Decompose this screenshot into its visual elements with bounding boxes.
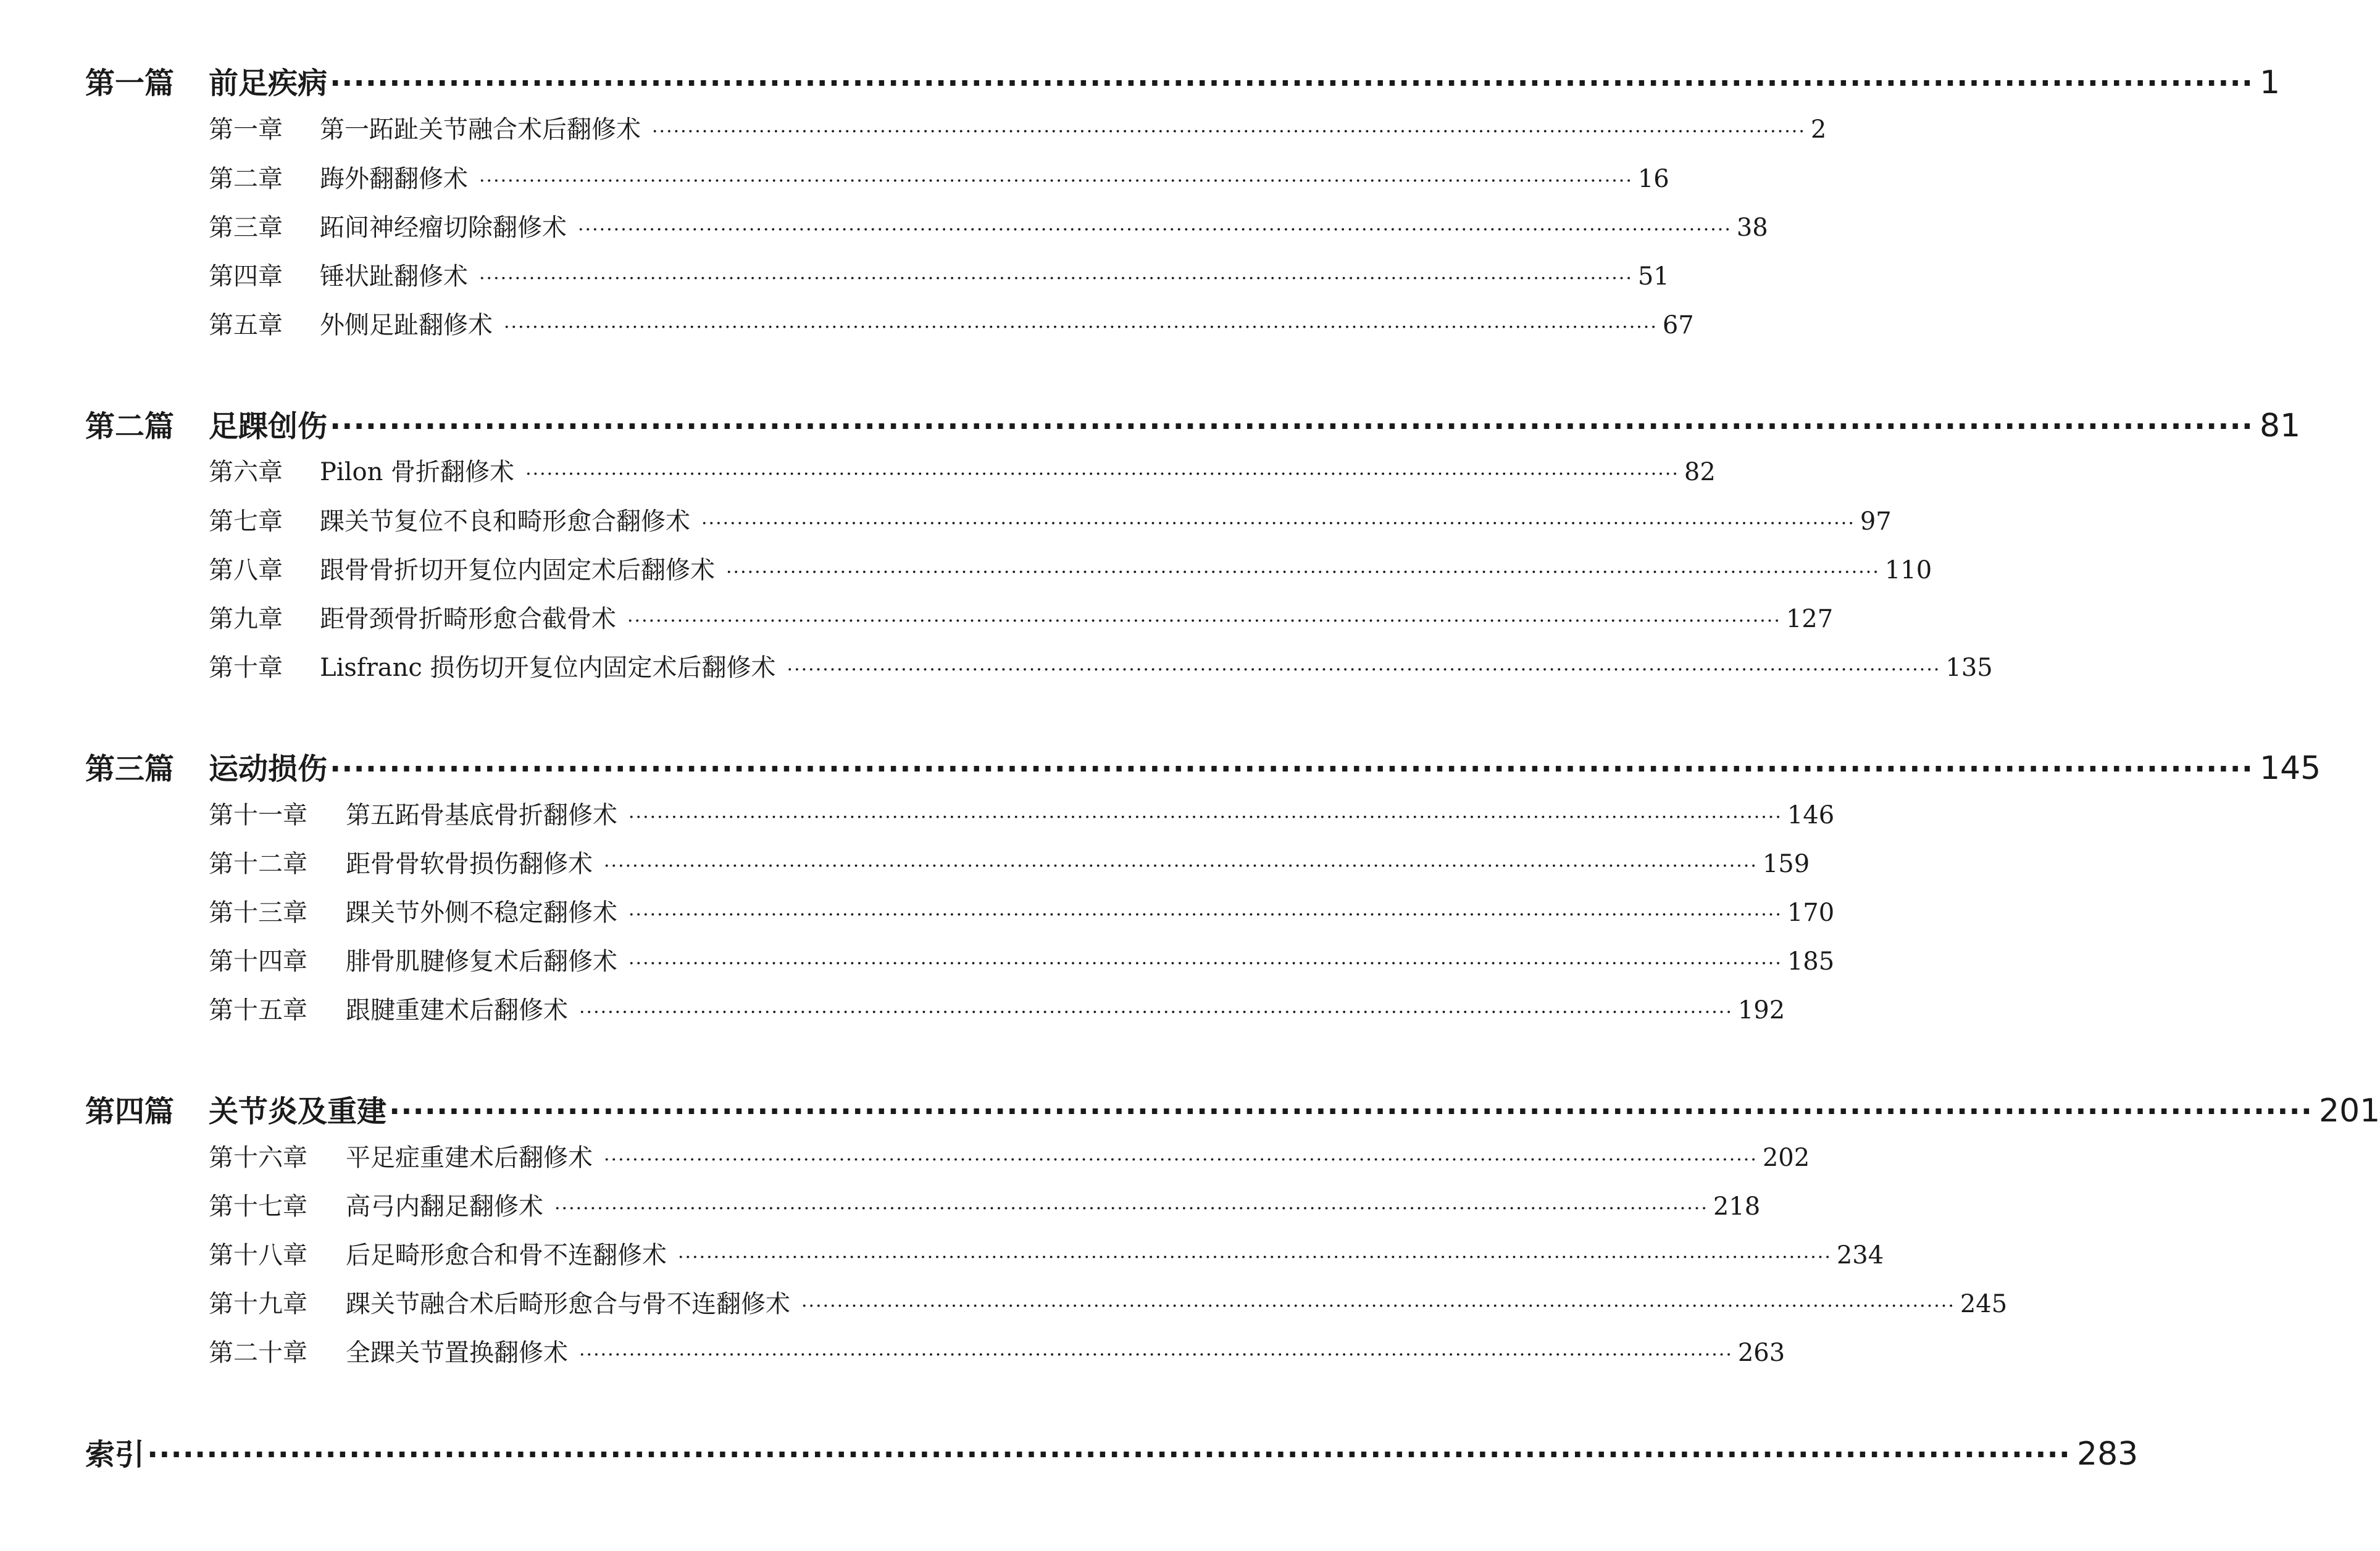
dot-leader: ·································································································································································· [604,855,1758,877]
dot-leader: ·································································································································································· [479,170,1633,192]
part-label: 第一篇 [85,66,175,101]
toc-chapter-19[interactable] [209,1284,2008,1320]
part-label: 第四篇 [85,1094,175,1129]
part-label: 第三篇 [85,752,175,786]
toc-chapter-20[interactable] [209,1333,1785,1368]
toc-chapter-12[interactable] [209,844,1810,879]
toc-chapter-3[interactable] [209,208,1768,243]
page-number: 110 [1884,556,1932,584]
page-number: 234 [1836,1241,1884,1270]
toc-chapter-17[interactable] [209,1187,1761,1222]
dot-leader: ·································································································································································· [579,1344,1733,1366]
chapter-label: 第十章 [209,654,283,682]
chapter-title: Lisfranc 损伤切开复位内固定术后翻修术 [320,654,776,682]
chapter-title: Pilon 骨折翻修术 [320,458,515,486]
dot-leader: ·································································································································································· [330,66,2253,101]
part-label: 第二篇 [85,409,175,444]
chapter-title: 跖间神经瘤切除翻修术 [320,214,567,242]
page-number: 283 [2076,1436,2139,1473]
page-number: 145 [2259,750,2321,787]
page-number: 135 [1945,654,1993,682]
toc-chapter-16[interactable] [209,1138,1810,1173]
page-number: 38 [1736,214,1768,242]
chapter-label: 第十四章 [209,947,307,976]
toc-chapter-1[interactable] [209,110,1827,145]
chapter-title: 踝关节外侧不稳定翻修术 [346,899,617,927]
dot-leader: ·································································································································································· [628,953,1782,975]
chapter-label: 第五章 [209,311,283,339]
page-number: 201 [2318,1092,2380,1129]
chapter-label: 第十一章 [209,801,307,830]
chapter-title: 距骨颈骨折畸形愈合截骨术 [320,605,616,633]
page-number: 218 [1713,1192,1761,1221]
dot-leader: ·································································································································································· [801,1295,1955,1317]
chapter-title: 跟腱重建术后翻修术 [346,996,568,1025]
chapter-label: 第六章 [209,458,283,486]
dot-leader: ·································································································································································· [787,659,1941,681]
dot-leader: ·································································································································································· [628,807,1782,828]
page-number: 245 [1960,1290,2008,1318]
page-number: 16 [1637,165,1669,193]
page-number: 263 [1737,1339,1785,1367]
dot-leader: ·································································································································································· [726,562,1880,583]
chapter-title: 踝关节融合术后畸形愈合与骨不连翻修术 [346,1290,790,1318]
chapter-label: 第九章 [209,605,283,633]
toc-chapter-11[interactable] [209,796,1835,831]
dot-leader: ·································································································································································· [147,1437,2071,1472]
dot-leader: ·································································································································································· [330,752,2253,786]
part-title: 足踝创伤 [209,409,328,444]
dot-leader: ·································································································································································· [652,121,1806,143]
chapter-title: 踇外翻翻修术 [320,165,468,193]
dot-leader: ·································································································································································· [330,409,2253,444]
chapter-label: 第十二章 [209,850,307,878]
part-title: 运动损伤 [209,752,328,786]
chapter-title: 第五跖骨基底骨折翻修术 [346,801,617,830]
page-number: 2 [1810,115,1827,144]
page-number: 97 [1860,507,1892,536]
page-number: 192 [1737,996,1785,1025]
chapter-label: 第八章 [209,556,283,584]
chapter-label: 第二章 [209,165,283,193]
dot-leader: ·································································································································································· [479,268,1633,289]
toc-part-2[interactable] [85,402,2301,445]
chapter-label: 第十八章 [209,1241,307,1270]
toc-part-3[interactable] [85,745,2321,788]
chapter-title: 跟骨骨折切开复位内固定术后翻修术 [320,556,715,584]
page-number: 82 [1684,458,1716,486]
page-number: 159 [1762,850,1810,878]
dot-leader: ·································································································································································· [389,1094,2313,1129]
page-number: 202 [1762,1144,1810,1172]
dot-leader: ·································································································································································· [579,1002,1733,1023]
index-title: 索引 [85,1437,145,1472]
page-number: 146 [1787,801,1835,830]
chapter-title: 全踝关节置换翻修术 [346,1339,568,1367]
toc-part-1[interactable] [85,59,2281,102]
toc-chapter-6[interactable] [209,452,1716,488]
chapter-label: 第三章 [209,214,283,242]
toc-chapter-10[interactable] [209,648,1993,683]
toc-chapter-14[interactable] [209,942,1835,977]
chapter-title: 踝关节复位不良和畸形愈合翻修术 [320,507,690,536]
dot-leader: ·································································································································································· [628,904,1782,926]
toc-chapter-7[interactable] [209,502,1892,537]
dot-leader: ·································································································································································· [627,610,1781,632]
chapter-label: 第十七章 [209,1192,307,1221]
dot-leader: ·································································································································································· [701,513,1855,534]
chapter-label: 第十六章 [209,1144,307,1172]
chapter-title: 锤状趾翻修术 [320,262,468,291]
toc-index[interactable] [85,1431,2139,1473]
dot-leader: ·································································································································································· [554,1198,1708,1220]
chapter-title: 高弓内翻足翻修术 [346,1192,543,1221]
toc-chapter-9[interactable] [209,599,1834,634]
toc-chapter-13[interactable] [209,893,1835,928]
page-number: 51 [1637,262,1669,291]
dot-leader: ·································································································································································· [578,219,1732,241]
toc-chapter-4[interactable] [209,257,1669,292]
chapter-label: 第十九章 [209,1290,307,1318]
toc-chapter-18[interactable] [209,1236,1884,1271]
dot-leader: ·································································································································································· [604,1149,1758,1171]
toc-chapter-8[interactable] [209,551,1932,586]
toc-part-4[interactable] [85,1087,2380,1130]
page-number: 81 [2259,407,2301,444]
chapter-title: 外侧足趾翻修术 [320,311,493,339]
page-number: 1 [2259,64,2281,101]
chapter-label: 第二十章 [209,1339,307,1367]
chapter-title: 距骨骨软骨损伤翻修术 [346,850,593,878]
chapter-label: 第十五章 [209,996,307,1025]
chapter-label: 第一章 [209,115,283,144]
part-title: 关节炎及重建 [209,1094,387,1129]
part-title: 前足疾病 [209,66,328,101]
page-number: 67 [1662,311,1694,339]
dot-leader: ·································································································································································· [525,464,1679,485]
toc-chapter-2[interactable] [209,159,1669,194]
dot-leader: ·································································································································································· [678,1247,1832,1268]
chapter-title: 腓骨肌腱修复术后翻修术 [346,947,617,976]
chapter-title: 平足症重建术后翻修术 [346,1144,593,1172]
dot-leader: ·································································································································································· [504,317,1658,338]
chapter-label: 第四章 [209,262,283,291]
page-number: 170 [1787,899,1835,927]
toc-chapter-5[interactable] [209,306,1694,341]
chapter-title: 后足畸形愈合和骨不连翻修术 [346,1241,667,1270]
page-number: 127 [1785,605,1834,633]
toc-chapter-15[interactable] [209,991,1785,1026]
page-number: 185 [1787,947,1835,976]
chapter-label: 第十三章 [209,899,307,927]
chapter-label: 第七章 [209,507,283,536]
chapter-title: 第一跖趾关节融合术后翻修术 [320,115,641,144]
